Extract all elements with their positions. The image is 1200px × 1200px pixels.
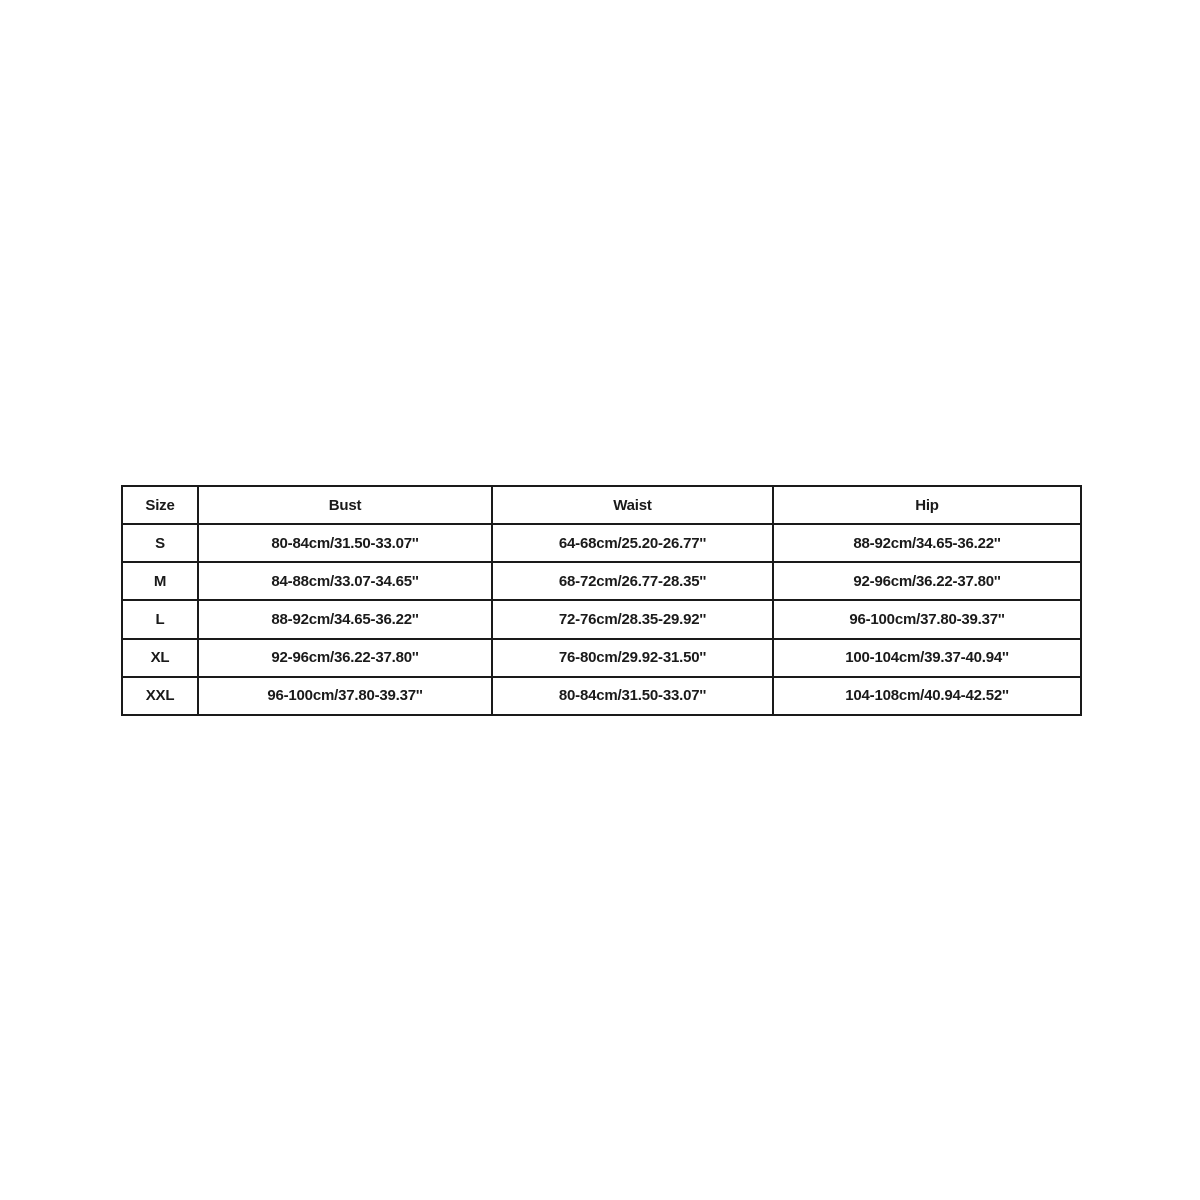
cell-bust: 92-96cm/36.22-37.80'' xyxy=(198,639,492,677)
cell-hip: 104-108cm/40.94-42.52'' xyxy=(773,677,1081,715)
table-row xyxy=(122,562,1081,600)
cell-hip: 88-92cm/34.65-36.22'' xyxy=(773,524,1081,562)
table-row xyxy=(122,524,1081,562)
cell-size: XXL xyxy=(122,677,198,715)
cell-bust: 80-84cm/31.50-33.07'' xyxy=(198,524,492,562)
cell-hip: 100-104cm/39.37-40.94'' xyxy=(773,639,1081,677)
header-waist: Waist xyxy=(492,486,773,524)
cell-bust: 88-92cm/34.65-36.22'' xyxy=(198,600,492,638)
cell-size: S xyxy=(122,524,198,562)
cell-waist: 76-80cm/29.92-31.50'' xyxy=(492,639,773,677)
cell-size: M xyxy=(122,562,198,600)
header-bust: Bust xyxy=(198,486,492,524)
header-size: Size xyxy=(122,486,198,524)
cell-waist: 72-76cm/28.35-29.92'' xyxy=(492,600,773,638)
table-row xyxy=(122,639,1081,677)
cell-hip: 96-100cm/37.80-39.37'' xyxy=(773,600,1081,638)
table-row xyxy=(122,677,1081,715)
cell-bust: 96-100cm/37.80-39.37'' xyxy=(198,677,492,715)
cell-waist: 80-84cm/31.50-33.07'' xyxy=(492,677,773,715)
table-header-row xyxy=(122,486,1081,524)
cell-size: XL xyxy=(122,639,198,677)
table-row xyxy=(122,600,1081,638)
cell-hip: 92-96cm/36.22-37.80'' xyxy=(773,562,1081,600)
cell-waist: 64-68cm/25.20-26.77'' xyxy=(492,524,773,562)
cell-size: L xyxy=(122,600,198,638)
size-chart-table xyxy=(121,485,1082,716)
cell-waist: 68-72cm/26.77-28.35'' xyxy=(492,562,773,600)
header-hip: Hip xyxy=(773,486,1081,524)
cell-bust: 84-88cm/33.07-34.65'' xyxy=(198,562,492,600)
